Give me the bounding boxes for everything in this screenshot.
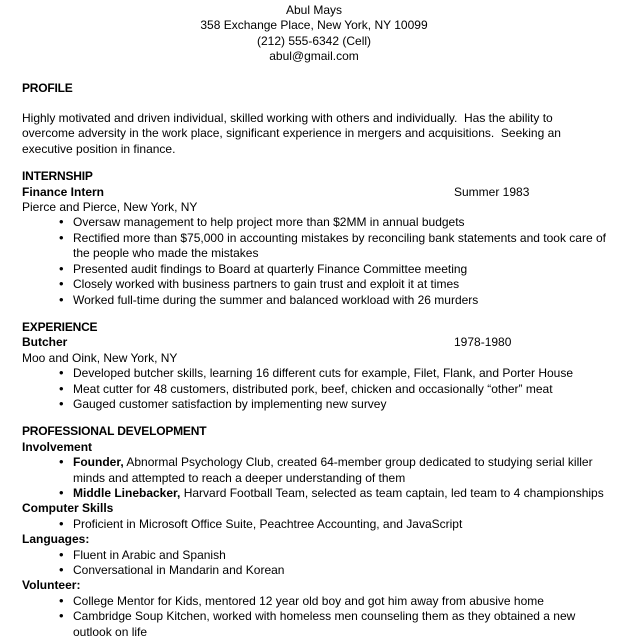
computer-skills-bullet-list — [22, 517, 606, 532]
experience-heading: EXPERIENCE — [22, 319, 98, 334]
bullet-lead-bold: Founder, — [73, 455, 124, 470]
list-item: • Cambridge Soup Kitchen, worked with homeless men counseling them as they obtained a new outlook on life — [59, 609, 606, 640]
list-item: • Proficient in Microsoft Office Suite, Peachtree Accounting, and JavaScript — [59, 517, 606, 532]
internship-heading: INTERNSHIP — [22, 169, 93, 184]
list-item: • Worked full-time during the summer and balanced workload with 26 murders — [59, 293, 606, 308]
profile-text: Highly motivated and driven individual, skilled working with others and individually. Has the ability to overcome adversity in the work place, significant experience in mergers and acquisitions. Seeking an executive position in finance. — [22, 111, 565, 156]
bullet-lead-bold: Middle Linebacker, — [73, 485, 181, 500]
address-line: 358 Exchange Place, New York, NY 10099 — [200, 18, 428, 33]
internship-date: Summer 1983 — [454, 184, 530, 199]
internship-bullet-list — [22, 215, 606, 307]
list-item: • Oversaw management to help project more than $2MM in annual budgets — [59, 215, 606, 230]
list-item: • Gauged customer satisfaction by implementing new survey — [59, 397, 606, 412]
experience-job-title: Butcher — [22, 335, 68, 350]
experience-organization: Moo and Oink, New York, NY — [22, 350, 178, 365]
list-item: • Conversational in Mandarin and Korean — [59, 563, 606, 578]
bullet-text: Harvard Football Team, selected as team captain, led team to 4 championships — [180, 485, 604, 500]
internship-organization: Pierce and Pierce, New York, NY — [22, 200, 198, 215]
experience-date: 1978-1980 — [454, 335, 512, 350]
volunteer-bullet-list — [22, 594, 606, 640]
person-name: Abul Mays — [285, 3, 343, 17]
list-item: • Rectified more than $75,000 in accounting mistakes by reconciling bank statements and took care of the people who made the mistakes — [59, 231, 606, 262]
internship-job-title: Finance Intern — [22, 184, 105, 199]
languages-bullet-list — [22, 548, 606, 579]
professional-development-heading: PROFESSIONAL DEVELOPMENT — [22, 424, 207, 439]
experience-bullet-list — [22, 366, 606, 412]
list-item: • Presented audit findings to Board at quarterly Finance Committee meeting — [59, 262, 606, 277]
bullet-text: Abnormal Psychology Club, created 64-member group dedicated to studying serial killer minds and attempted to reach a deeper understanding of them — [73, 455, 593, 485]
list-item — [59, 486, 606, 501]
languages-heading: Languages: — [22, 532, 90, 547]
internship-title-line — [22, 185, 606, 200]
list-item: • Closely worked with business partners to gain trust and exploit it at times — [59, 277, 606, 292]
list-item: • College Mentor for Kids, mentored 12 year old boy and got him away from abusive home — [59, 594, 606, 609]
list-item: • Meat cutter for 48 customers, distributed pork, beef, chicken and occasionally “other” meat — [59, 382, 606, 397]
email-line: abul@gmail.com — [269, 49, 359, 64]
phone-line: (212) 555-6342 (Cell) — [256, 33, 372, 48]
list-item: • Fluent in Arabic and Spanish — [59, 548, 606, 563]
list-item: • Developed butcher skills, learning 16 different cuts for example, Filet, Flank, and Porter House — [59, 366, 606, 381]
volunteer-heading: Volunteer: — [22, 578, 81, 593]
list-item — [59, 455, 606, 486]
computer-skills-heading: Computer Skills — [22, 501, 114, 516]
experience-title-line — [22, 335, 606, 350]
profile-heading: PROFILE — [22, 80, 73, 95]
involvement-heading: Involvement — [22, 439, 93, 454]
contact-header — [22, 3, 606, 65]
involvement-bullet-list — [22, 455, 606, 501]
